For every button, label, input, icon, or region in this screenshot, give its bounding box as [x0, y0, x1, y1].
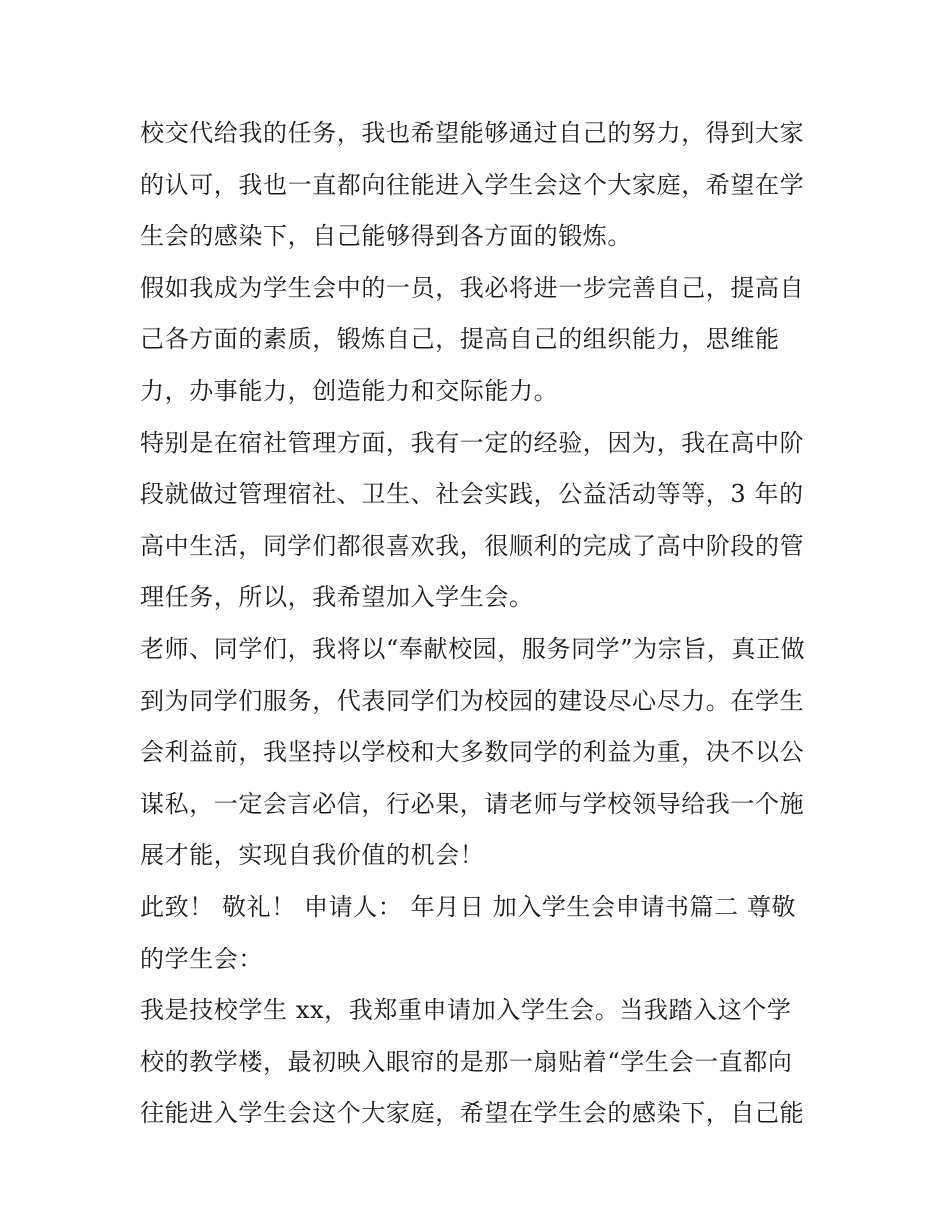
text-line: 生会的感染下，自己能够得到各方面的锻炼。 — [140, 222, 632, 251]
document-body — [140, 108, 820, 1140]
text-line: 己各方面的素质，锻炼自己，提高自己的组织能力，思维能 — [140, 325, 780, 354]
text-line: 假如我成为学生会中的一员，我必将进一步完善自己，提高自 — [140, 273, 805, 302]
text-line: 理任务，所以，我希望加入学生会。 — [140, 583, 534, 612]
text-line: 展才能，实现自我价值的机会！ — [140, 841, 485, 870]
text-line: 段就做过管理宿社、卫生、社会实践，公益活动等等，3 年的 — [140, 480, 804, 509]
text-line: 到为同学们服务，代表同学们为校园的建设尽心尽力。在学生 — [140, 686, 805, 715]
text-line: 我是技校学生 xx，我郑重申请加入学生会。当我踏入这个学 — [140, 996, 792, 1025]
text-line: 老师、同学们，我将以“奉献校园，服务同学”为宗旨，真正做 — [140, 634, 806, 663]
text-line: 力，办事能力，创造能力和交际能力。 — [140, 376, 559, 405]
text-line: 的认可，我也一直都向往能进入学生会这个大家庭，希望在学 — [140, 170, 805, 199]
text-line: 会利益前，我坚持以学校和大多数同学的利益为重，决不以公 — [140, 738, 805, 767]
text-line: 的学生会： — [140, 944, 263, 973]
text-line: 往能进入学生会这个大家庭，希望在学生会的感染下，自己能 — [140, 1099, 805, 1128]
text-line: 校的教学楼，最初映入眼帘的是那一扇贴着“学生会一直都向 — [140, 1047, 793, 1076]
text-line: 谋私，一定会言必信，行必果，请老师与学校领导给我一个施 — [140, 789, 805, 818]
text-line: 特别是在宿社管理方面，我有一定的经验，因为，我在高中阶 — [140, 428, 805, 457]
text-line: 高中生活，同学们都很喜欢我，很顺利的完成了高中阶段的管 — [140, 531, 805, 560]
text-line: 此致！ 敬礼！ 申请人： 年月日 加入学生会申请书篇二 尊敬 — [140, 892, 797, 921]
text-line: 校交代给我的任务，我也希望能够通过自己的努力，得到大家 — [140, 119, 805, 147]
